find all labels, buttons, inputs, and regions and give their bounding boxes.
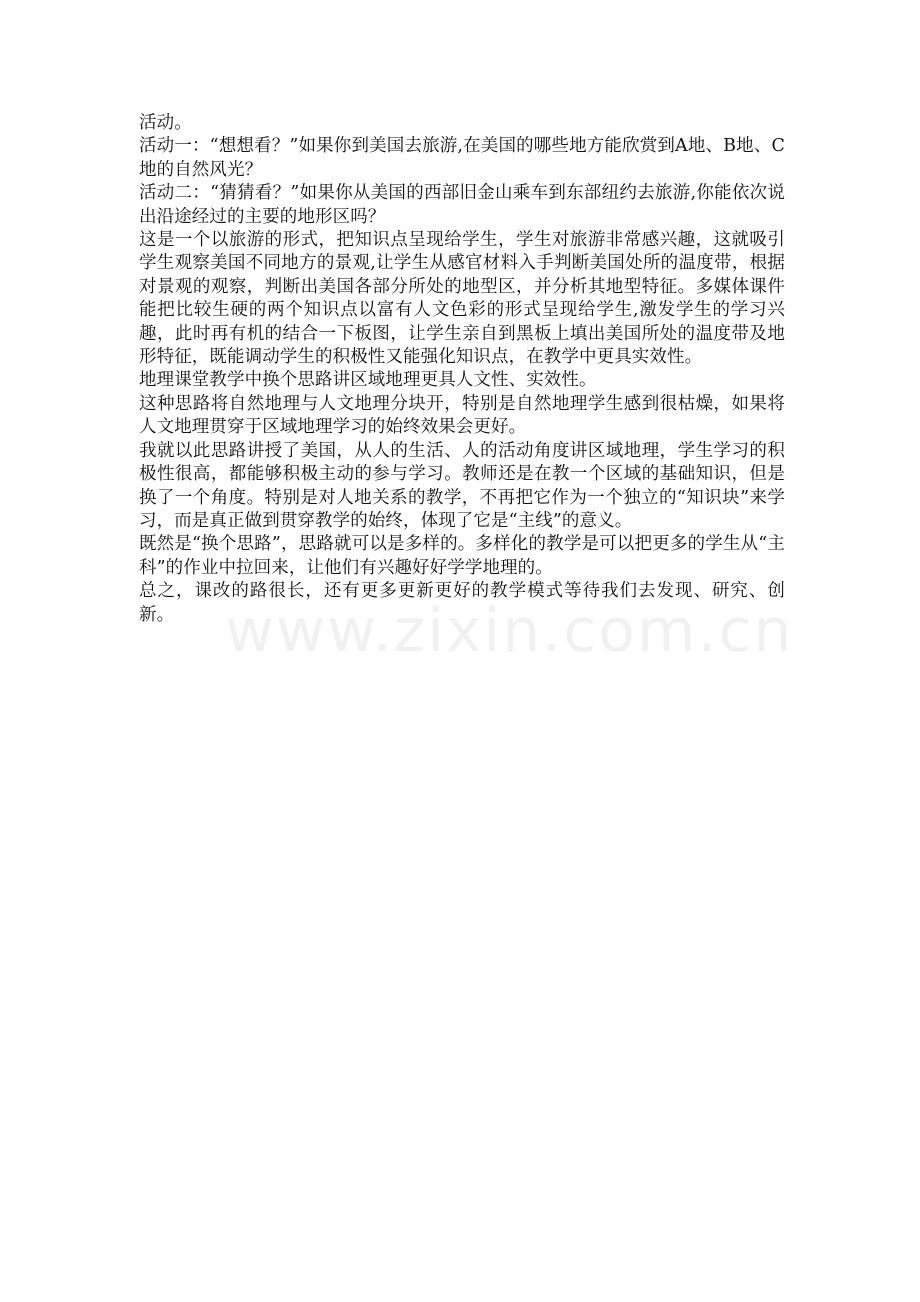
document-body <box>139 112 785 627</box>
watermark: www.zixin.com.cn <box>225 596 794 666</box>
paragraph-diverse-teaching: 既然是“换个思路”，思路就可以是多样的。多样化的教学是可以把更多的学生从“主科”的作业中拉回来，让他们有兴趣好好学学地理的。 <box>139 534 785 578</box>
paragraph-activity-intro: 活动。 <box>139 113 192 133</box>
paragraph-new-approach-heading: 地理课堂教学中换个思路讲区域地理更具人文性、实效性。 <box>139 370 597 391</box>
paragraph-approach-description: 这种思路将自然地理与人文地理分块开，特别是自然地理学生感到很枯燥，如果将人文地理贯穿于区域地理学习的始终效果会更好。 <box>139 393 785 438</box>
paragraph-activity-one: 活动一：“想想看？”如果你到美国去旅游,在美国的哪些地方能欣赏到A地、B地、C地的自然风光？ <box>139 136 785 180</box>
paragraph-activity-two: 活动二：“猜猜看？”如果你从美国的西部旧金山乘车到东部纽约去旅游,你能依次说出沿途经过的主要的地形区吗？ <box>139 183 785 227</box>
paragraph-tourism-method: 这是一个以旅游的形式，把知识点呈现给学生，学生对旅游非常感兴趣，这就吸引学生观察美国不同地方的景观,让学生从感官材料入手判断美国处所的温度带，根据对景观的观察，判断出美国各部分所处的地型区，并分析其地型特征。多媒体课件能把比较生硬的两个知识点以富有人文色彩的形式呈现给学生,激发学生的学习兴趣，此时再有机的结合一下板图，让学生亲自到黑板上填出美国所处的温度带及地形特征，既能调动学生的积极性又能强化知识点，在教学中更具实效性。 <box>139 230 785 368</box>
paragraph-conclusion: 总之，课改的路很长，还有更多更新更好的教学模式等待我们去发现、研究、创新。 <box>139 581 785 625</box>
paragraph-teaching-example: 我就以此思路讲授了美国，从人的生活、人的活动角度讲区域地理，学生学习的积极性很高，都能够积极主动的参与学习。教师还是在教一个区域的基础知识，但是换了一个角度。特别是对人地关系的教学，不再把它作为一个独立的“知识块”来学习，而是真正做到贯穿教学的始终，体现了它是“主线”的意义。 <box>139 440 785 531</box>
